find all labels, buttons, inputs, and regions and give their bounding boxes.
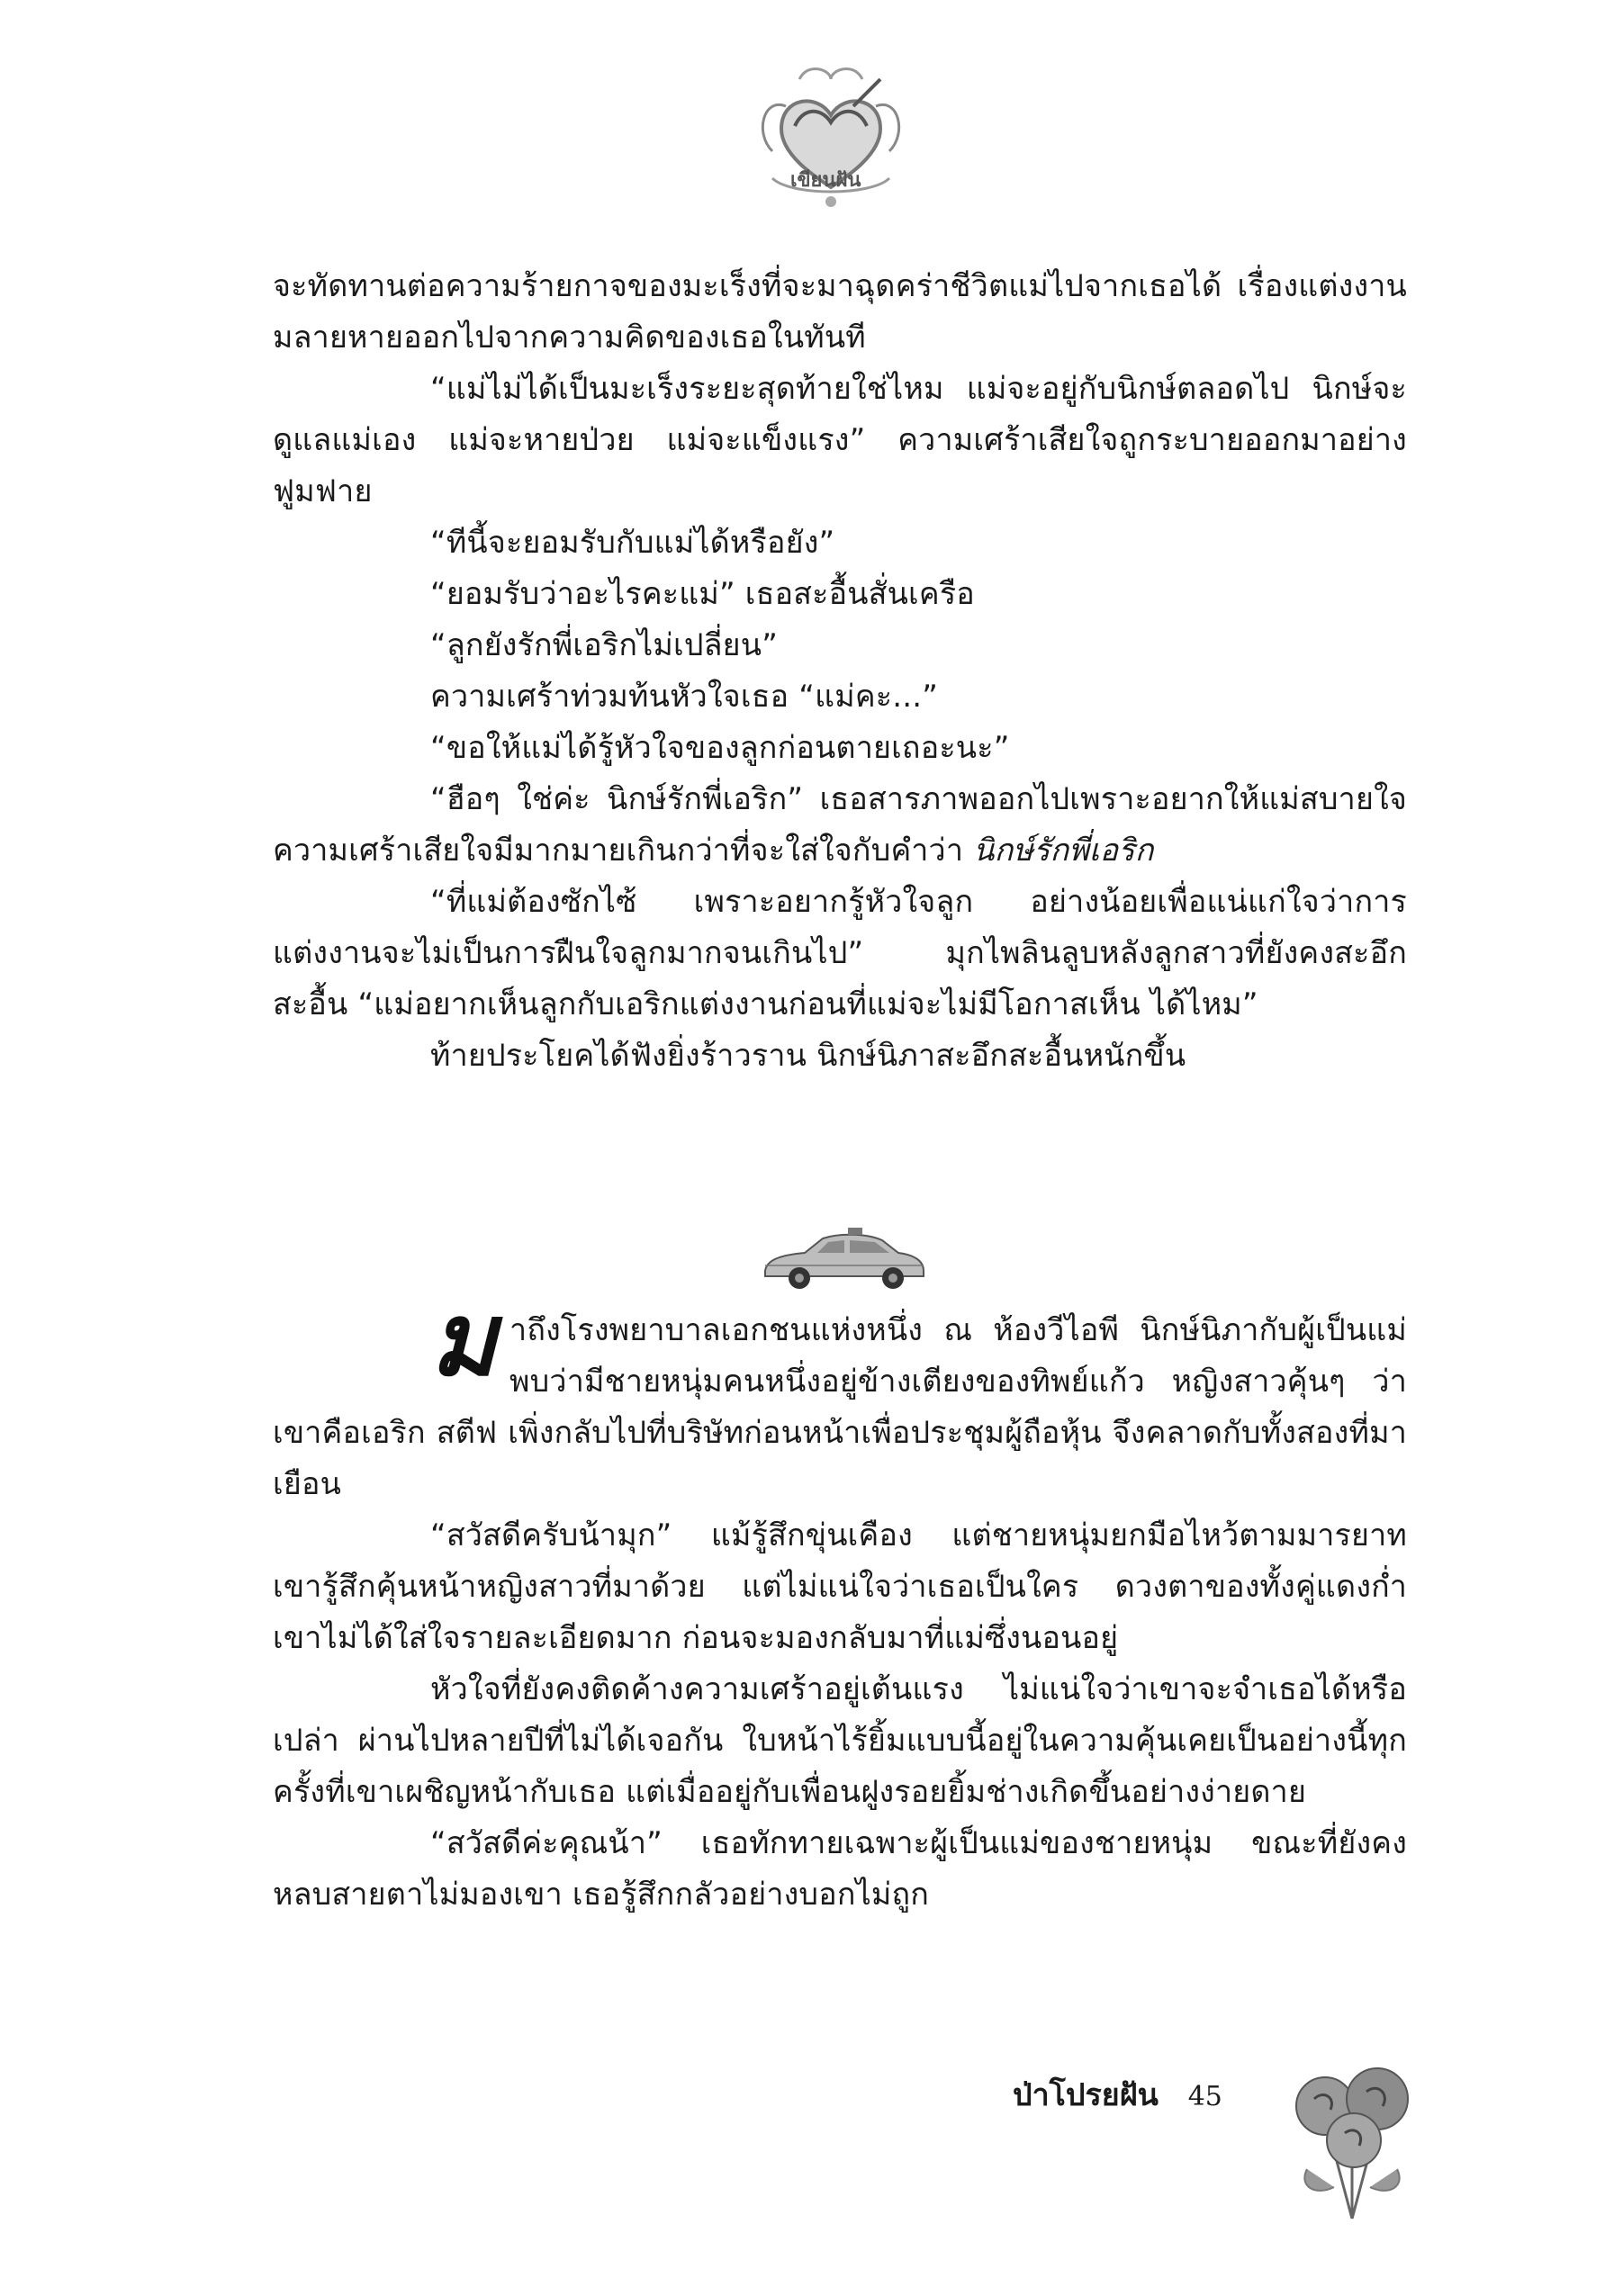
paragraph: “สวัสดีครับน้ามุก” แม้รู้สึกขุ่นเคือง แต่ชายหนุ่มยกมือไหว้ตามมารยาท เขารู้สึกคุ้นหน้าหญิงสาวที่มาด้วย แต่ไม่แน่ใจว่าเธอเป็นใคร ดวงตาของทั้งคู่แดงก่ำ เขาไม่ได้ใส่ใจรายละเอียดมาก ก่อนจะมองกลับมาที่แม่ซึ่งนอนอยู่ (273, 1517, 1407, 1656)
text-block-bottom (273, 1281, 1407, 1921)
paragraph: ท้ายประโยคได้ฟังยิ่งร้าวราน นิกษ์นิภาสะอึกสะอื้นหนักขึ้น (430, 1038, 1186, 1074)
paragraph: จะทัดทานต่อความร้ายกาจของมะเร็งที่จะมาฉุดคร่าชีวิตแม่ไปจากเธอได้ เรื่องแต่งงานมลายหายออกไปจากความคิดของเธอในทันที (273, 268, 1407, 356)
rose-bouquet-icon (1271, 2043, 1433, 2223)
confession-emphasis: นิกษ์รักพี่เอริก (973, 833, 1154, 869)
paragraph: “สวัสดีค่ะคุณน้า” เธอทักทายเฉพาะผู้เป็นแม่ของชายหนุ่ม ขณะที่ยังคงหลบสายตาไม่มองเขา เธอรู้สึกกลัวอย่างบอกไม่ถูก (273, 1825, 1407, 1913)
paragraph-opening (273, 1281, 1407, 1510)
paragraph-confession (273, 774, 1407, 877)
page-footer (1013, 2070, 1222, 2119)
book-title: ป่าโปรยฝัน (1013, 2077, 1159, 2113)
logo-text: เขียนฝัน (790, 169, 861, 192)
opening-text: าถึงโรงพยาบาลเอกชนแห่งหนึ่ง ณ ห้องวีไอพี นิกษ์นิภากับผู้เป็นแม่พบว่ามีชายหนุ่มคนหนึ่งอยู่ข้างเตียงของทิพย์แก้ว หญิงสาวคุ้นๆ ว่าเขาคือเอริก สตีฟ เพิ่งกลับไปที่บริษัทก่อนหน้าเพื่อประชุมผู้ถือหุ้น จึงคลาดกับทั้งสองที่มาเยือน (273, 1312, 1407, 1502)
text-block-top (273, 261, 1407, 1082)
paragraph: “ที่แม่ต้องซักไซ้ เพราะอยากรู้หัวใจลูก อย่างน้อยเพื่อแน่แก่ใจว่าการแต่งงานจะไม่เป็นการฝืนใจลูกมากจนเกินไป” มุกไพลินลูบหลังลูกสาวที่ยังคงสะอึกสะอื้น “แม่อยากเห็นลูกกับเอริกแต่งงานก่อนที่แม่จะไม่มีโอกาสเห็น ได้ไหม” (273, 884, 1407, 1022)
paragraph: “ทีนี้จะยอมรับกับแม่ได้หรือยัง” (430, 525, 835, 561)
page-number: 45 (1187, 2081, 1222, 2112)
paragraph: “แม่ไม่ได้เป็นมะเร็งระยะสุดท้ายใช่ไหม แม่จะอยู่กับนิกษ์ตลอดไป นิกษ์จะดูแลแม่เอง แม่จะหายป่วย แม่จะแข็งแรง” ความเศร้าเสียใจถูกระบายออกมาอย่างฟูมฟาย (273, 371, 1407, 509)
taxi-car-icon (758, 1224, 929, 1294)
confession-lead: “ฮือๆ ใช่ค่ะ นิกษ์รักพี่เอริก” เธอสารภาพออกไปเพราะอยากให้แม่สบายใจ ความเศร้าเสียใจมีมากมายเกินกว่าที่จะใส่ใจกับคำว่า (273, 781, 1407, 869)
paragraph: หัวใจที่ยังคงติดค้างความเศร้าอยู่เต้นแรง ไม่แน่ใจว่าเขาจะจำเธอได้หรือเปล่า ผ่านไปหลายปีที่ไม่ได้เจอกัน ใบหน้าไร้ยิ้มแบบนี้อยู่ในความคุ้นเคยเป็นอย่างนี้ทุกครั้งที่เขาเผชิญหน้ากับเธอ แต่เมื่ออยู่กับเพื่อนฝูงรอยยิ้มช่างเกิดขึ้นอย่างง่ายดาย (273, 1671, 1407, 1810)
paragraph: ความเศร้าท่วมท้นหัวใจเธอ “แม่คะ...” (430, 679, 939, 715)
paragraph: “ขอให้แม่ได้รู้หัวใจของลูกก่อนตายเถอะนะ” (430, 730, 1010, 766)
paragraph: “ยอมรับว่าอะไรคะแม่” เธอสะอื้นสั่นเครือ (430, 576, 975, 612)
dropcap-letter: ม (430, 1281, 498, 1399)
paragraph: “ลูกยังรักพี่เอริกไม่เปลี่ยน” (430, 627, 779, 663)
